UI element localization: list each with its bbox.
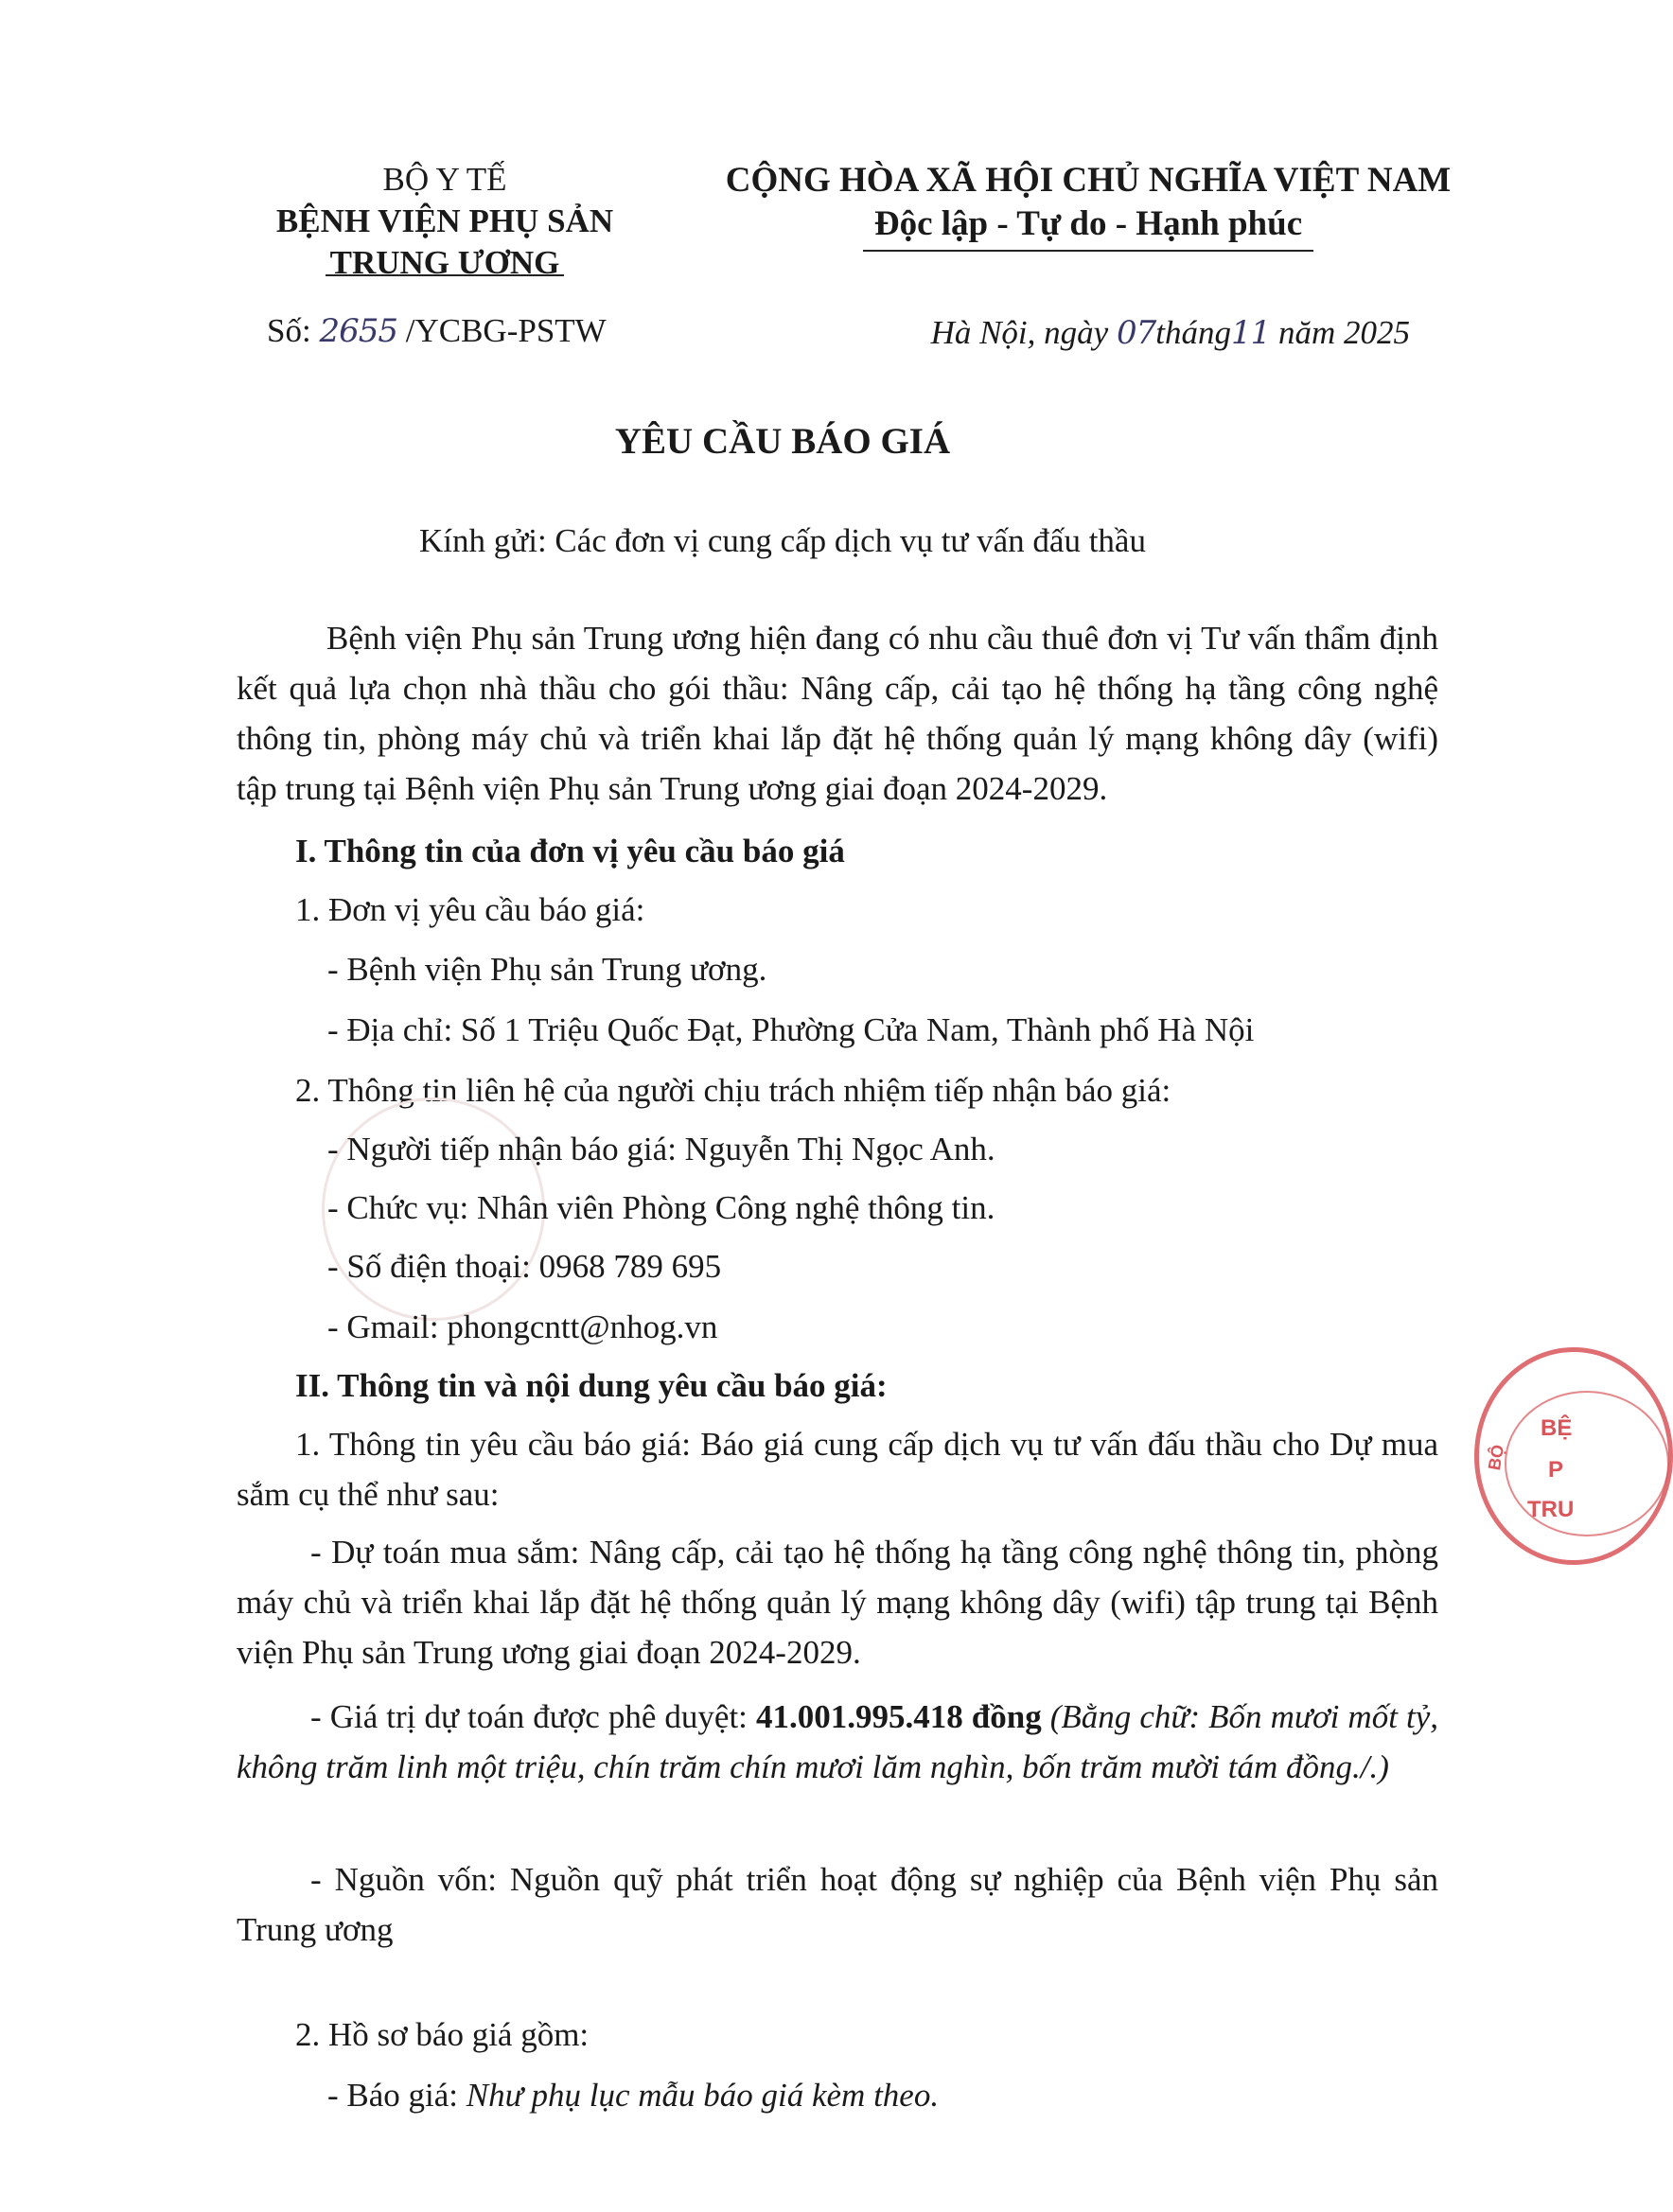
procurement-estimate xyxy=(237,1527,1438,1677)
section-1-item-2: 2. Thông tin liên hệ của người chịu trách nhiệm tiếp nhận báo giá: xyxy=(295,1072,1171,1109)
funding-source-text: - Nguồn vốn: Nguồn quỹ phát triển hoạt động sự nghiệp của Bệnh viện Phụ sản Trung ương xyxy=(237,1861,1438,1948)
section-2-item-2: 2. Hồ sơ báo giá gồm: xyxy=(295,2016,590,2053)
stamp-text-line3: TRU xyxy=(1527,1497,1575,1522)
country-name: CỘNG HÒA XÃ HỘI CHỦ NGHĨA VIỆT NAM xyxy=(725,161,1452,200)
document-number-suffix: /YCBG-PSTW xyxy=(396,312,607,349)
date-day-handwritten: 07 xyxy=(1116,314,1156,352)
intro-text: Bệnh viện Phụ sản Trung ương hiện đang có nhu cầu thuê đơn vị Tư vấn thẩm định kết quả lựa chọn nhà thầu cho gói thầu: Nâng cấp, cải tạo hệ thống hạ tầng công nghệ thông tin, phòng máy chủ và triển khai lắp đặt hệ thống quản lý mạng không dây (wifi) tập trung tại Bệnh viện Phụ sản Trung ương giai đoạn 2024-2029. xyxy=(237,620,1438,807)
issuer-underline xyxy=(326,274,564,276)
receiver-phone: - Số điện thoại: 0968 789 695 xyxy=(327,1248,722,1285)
issuer-block xyxy=(218,159,672,284)
document-number xyxy=(267,312,607,350)
stamp-text-line1: BỆ xyxy=(1541,1415,1573,1441)
funding-source xyxy=(237,1854,1438,1955)
intro-paragraph xyxy=(237,613,1438,814)
approved-value-label: - Giá trị dự toán được phê duyệt: xyxy=(310,1698,756,1735)
document-date xyxy=(931,314,1410,352)
national-header xyxy=(672,159,1505,246)
date-year: năm 2025 xyxy=(1270,314,1410,351)
national-motto: Độc lập - Tự do - Hạnh phúc xyxy=(873,204,1303,243)
motto-underline xyxy=(863,250,1313,252)
section-2-item-1 xyxy=(237,1419,1438,1519)
ministry-name: BỘ Y TẾ xyxy=(382,161,507,198)
section-2-heading: II. Thông tin và nội dung yêu cầu báo giá: xyxy=(295,1367,888,1404)
section-2-item-1-text: 1. Thông tin yêu cầu báo giá: Báo giá cung cấp dịch vụ tư vấn đấu thầu cho Dự mua sắm cụ thể như sau: xyxy=(237,1426,1438,1513)
hospital-name-line2: TRUNG ƯƠNG xyxy=(329,244,560,281)
stamp-side-text: BỘ xyxy=(1484,1443,1508,1472)
document-title: YÊU CẦU BÁO GIÁ xyxy=(614,421,951,462)
date-month-word: tháng xyxy=(1155,314,1231,351)
stamp-text-line2: P xyxy=(1548,1457,1564,1483)
section-1-item-1: 1. Đơn vị yêu cầu báo giá: xyxy=(295,891,645,928)
date-month-handwritten: 11 xyxy=(1230,314,1271,352)
unit-address: - Địa chỉ: Số 1 Triệu Quốc Đạt, Phường Cửa Nam, Thành phố Hà Nội xyxy=(327,1011,1255,1048)
date-place: Hà Nội, ngày xyxy=(930,314,1117,351)
approved-value-in-words: (Bằng chữ: Bốn mươi mốt tỷ, không trăm linh một triệu, chín trăm chín mươi lăm nghìn, bốn trăm mười tám đồng./.) xyxy=(237,1698,1438,1785)
quote-document xyxy=(327,2070,939,2120)
quote-value: Như phụ lục mẫu báo giá kèm theo. xyxy=(466,2077,940,2114)
section-1-heading: I. Thông tin của đơn vị yêu cầu báo giá xyxy=(295,833,845,869)
procurement-estimate-text: - Dự toán mua sắm: Nâng cấp, cải tạo hệ thống hạ tầng công nghệ thông tin, phòng máy chủ và triển khai lắp đặt hệ thống quản lý mạng không dây (wifi) tập trung tại Bệnh viện Phụ sản Trung ương giai đoạn 2024-2029. xyxy=(237,1534,1438,1671)
hospital-name-line1: BỆNH VIỆN PHỤ SẢN xyxy=(275,202,614,239)
unit-name: - Bệnh viện Phụ sản Trung ương. xyxy=(327,951,767,988)
document-number-prefix: Số: xyxy=(267,312,320,349)
recipient-line: Kính gửi: Các đơn vị cung cấp dịch vụ tư vấn đấu thầu xyxy=(419,522,1146,559)
approved-value-amount: 41.001.995.418 đồng xyxy=(755,1698,1042,1735)
receiver-position: - Chức vụ: Nhân viên Phòng Công nghệ thông tin. xyxy=(327,1189,995,1226)
receiver-email: - Gmail: phongcntt@nhog.vn xyxy=(327,1308,718,1345)
receiver-name: - Người tiếp nhận báo giá: Nguyễn Thị Ngọc Anh. xyxy=(327,1131,995,1167)
quote-label: - Báo giá: xyxy=(327,2077,467,2114)
document-number-handwritten: 2655 xyxy=(319,312,397,350)
approved-value xyxy=(237,1692,1438,1792)
